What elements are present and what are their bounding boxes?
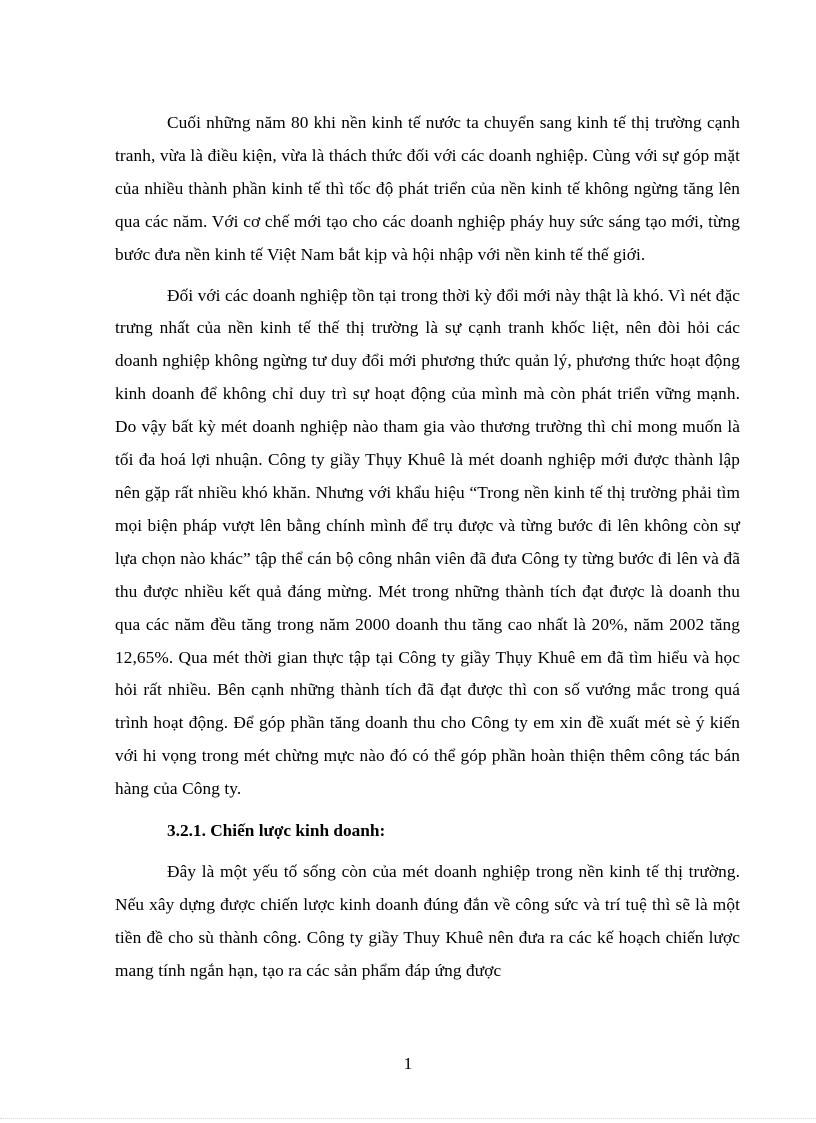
page-break-line <box>0 1118 816 1119</box>
paragraph-intro: Cuối những năm 80 khi nền kinh tế nước ta chuyển sang kinh tế thị trường cạnh tranh, vừa là điều kiện, vừa là thách thức đối với các doanh nghiệp. Cùng với sự góp mặt của nhiều thành phần kinh tế thì tốc độ phát triển của nền kinh tế không ngừng tăng lên qua các năm. Với cơ chế mới tạo cho các doanh nghiệp pháy huy sức sáng tạo mới, từng bước đưa nền kinh tế Việt Nam bắt kịp và hội nhập với nền kinh tế thế giới. <box>115 113 740 264</box>
section-heading: 3.2.1. Chiến lược kinh doanh: <box>167 821 386 841</box>
page-number: 1 <box>403 1054 413 1073</box>
page-body <box>115 107 740 988</box>
paragraph-strategy: Đây là một yếu tố sống còn của mét doanh nghiệp trong nền kinh tế thị trường. Nếu xây dựng được chiến lược kinh doanh đúng đắn về công sức và trí tuệ thì sẽ là một tiền đề cho sù thành công. Công ty giầy Thuy Khuê nên đưa ra các kế hoạch chiến lược mang tính ngắn hạn, tạo ra các sản phẩm đáp ứng được <box>115 861 740 980</box>
paragraph-company-context: Đối với các doanh nghiệp tồn tại trong thời kỳ đổi mới này thật là khó. Vì nét đặc trưng nhất của nền kinh tế thế thị trường là sự cạnh tranh khốc liệt, nên đòi hỏi các doanh nghiệp không ngừng tư duy đổi mới phương thức quản lý, phương thức hoạt động kinh doanh để không chỉ duy trì sự hoạt động của mình mà còn phát triển vững mạnh. Do vậy bất kỳ mét doanh nghiệp nào tham gia vào thương trường thì chỉ mong muốn là tối đa hoá lợi nhuận. Công ty giầy Thụy Khuê là mét doanh nghiệp mới được thành lập nên gặp rất nhiều khó khăn. Nhưng với khẩu hiệu “Trong nền kinh tế thị trường phải tìm mọi biện pháp vượt lên bằng chính mình để trụ được và từng bước đi lên không còn sự lựa chọn nào khác” tập thể cán bộ công nhân viên đã đưa Công ty từng bước đi lên và đã thu được nhiều kết quả đáng mừng. Mét trong những thành tích đạt được là doanh thu qua các năm đều tăng trong năm 2000 doanh thu tăng cao nhất là 20%, năm 2002 tăng 12,65%. Qua mét thời gian thực tập tại Công ty giầy Thụy Khuê em đã tìm hiểu và học hỏi rất nhiều. Bên cạnh những thành tích đã đạt được thì con số vướng mắc trong quá trình hoạt động. Để góp phần tăng doanh thu cho Công ty em xin đề xuất mét sè ý kiến với hi vọng trong mét chừng mực nào đó có thể góp phần hoàn thiện thêm công tác bán hàng của Công ty. <box>115 285 740 799</box>
